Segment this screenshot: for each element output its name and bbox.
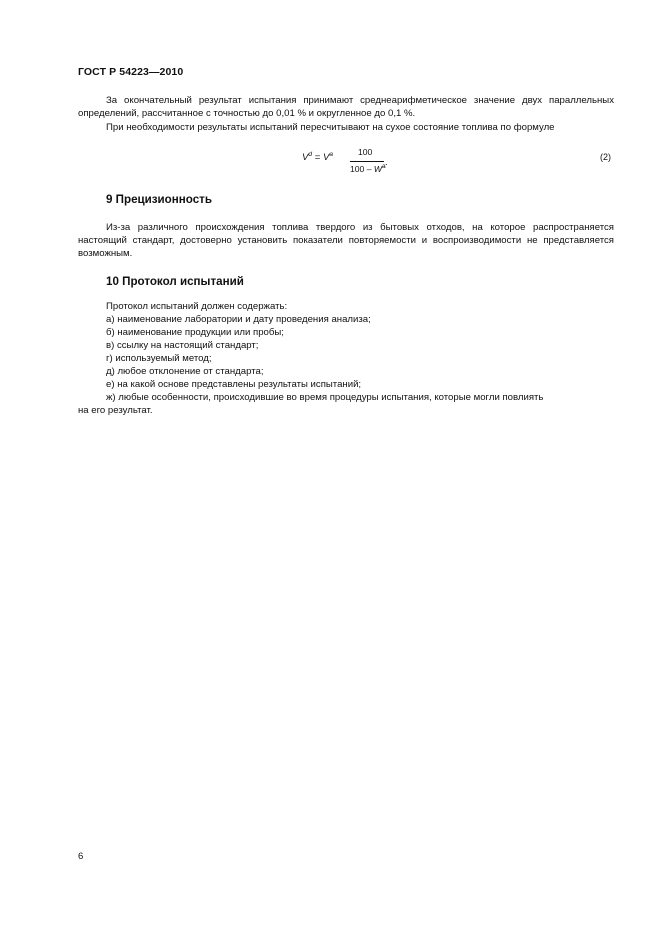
list-item: ж) любые особенности, происходившие во время процедуры испытания, которые могли повлиять (106, 392, 544, 403)
list-item-continuation: на его результат. (78, 405, 153, 416)
paragraph-recalculation: При необходимости результаты испытаний пересчитывают на сухое состояние топлива по формуле (106, 122, 555, 133)
fraction-bar (350, 161, 384, 162)
document-header: ГОСТ Р 54223—2010 (78, 66, 184, 78)
formula-terminator: . (385, 157, 388, 168)
formula-numerator: 100 (358, 147, 373, 157)
formula-2 (302, 146, 422, 176)
list-item: д) любое отклонение от стандарта; (106, 366, 264, 377)
formula-lhs: $V^d = V^a$ (302, 151, 334, 163)
section-9-heading: 9 Прецизионность (106, 193, 212, 206)
formula-denominator: $100 - W^a$ (350, 163, 386, 174)
list-item: е) на какой основе представлены результаты испытаний; (106, 379, 362, 390)
list-item: г) используемый метод; (106, 353, 212, 364)
equation-number: (2) (600, 152, 611, 162)
paragraph-final-result: За окончательный результат испытания принимают среднеарифметическое значение двух параллельных определений, рассчитанное с точностью до 0,01 % и округленное до 0,1 %. (78, 95, 614, 120)
list-item: а) наименование лаборатории и дату проведения анализа; (106, 314, 371, 325)
page-number: 6 (78, 851, 84, 862)
list-item: в) ссылку на настоящий стандарт; (106, 340, 259, 351)
section-10-heading: 10 Протокол испытаний (106, 275, 244, 288)
section-10-intro: Протокол испытаний должен содержать: (106, 301, 288, 312)
list-item: б) наименование продукции или пробы; (106, 327, 284, 338)
section-9-text: Из-за различного происхождения топлива твердого из бытовых отходов, на которое распространяется настоящий стандарт, достоверно установить показатели повторяемости и воспроизводимости не представляется возможным. (78, 222, 614, 260)
